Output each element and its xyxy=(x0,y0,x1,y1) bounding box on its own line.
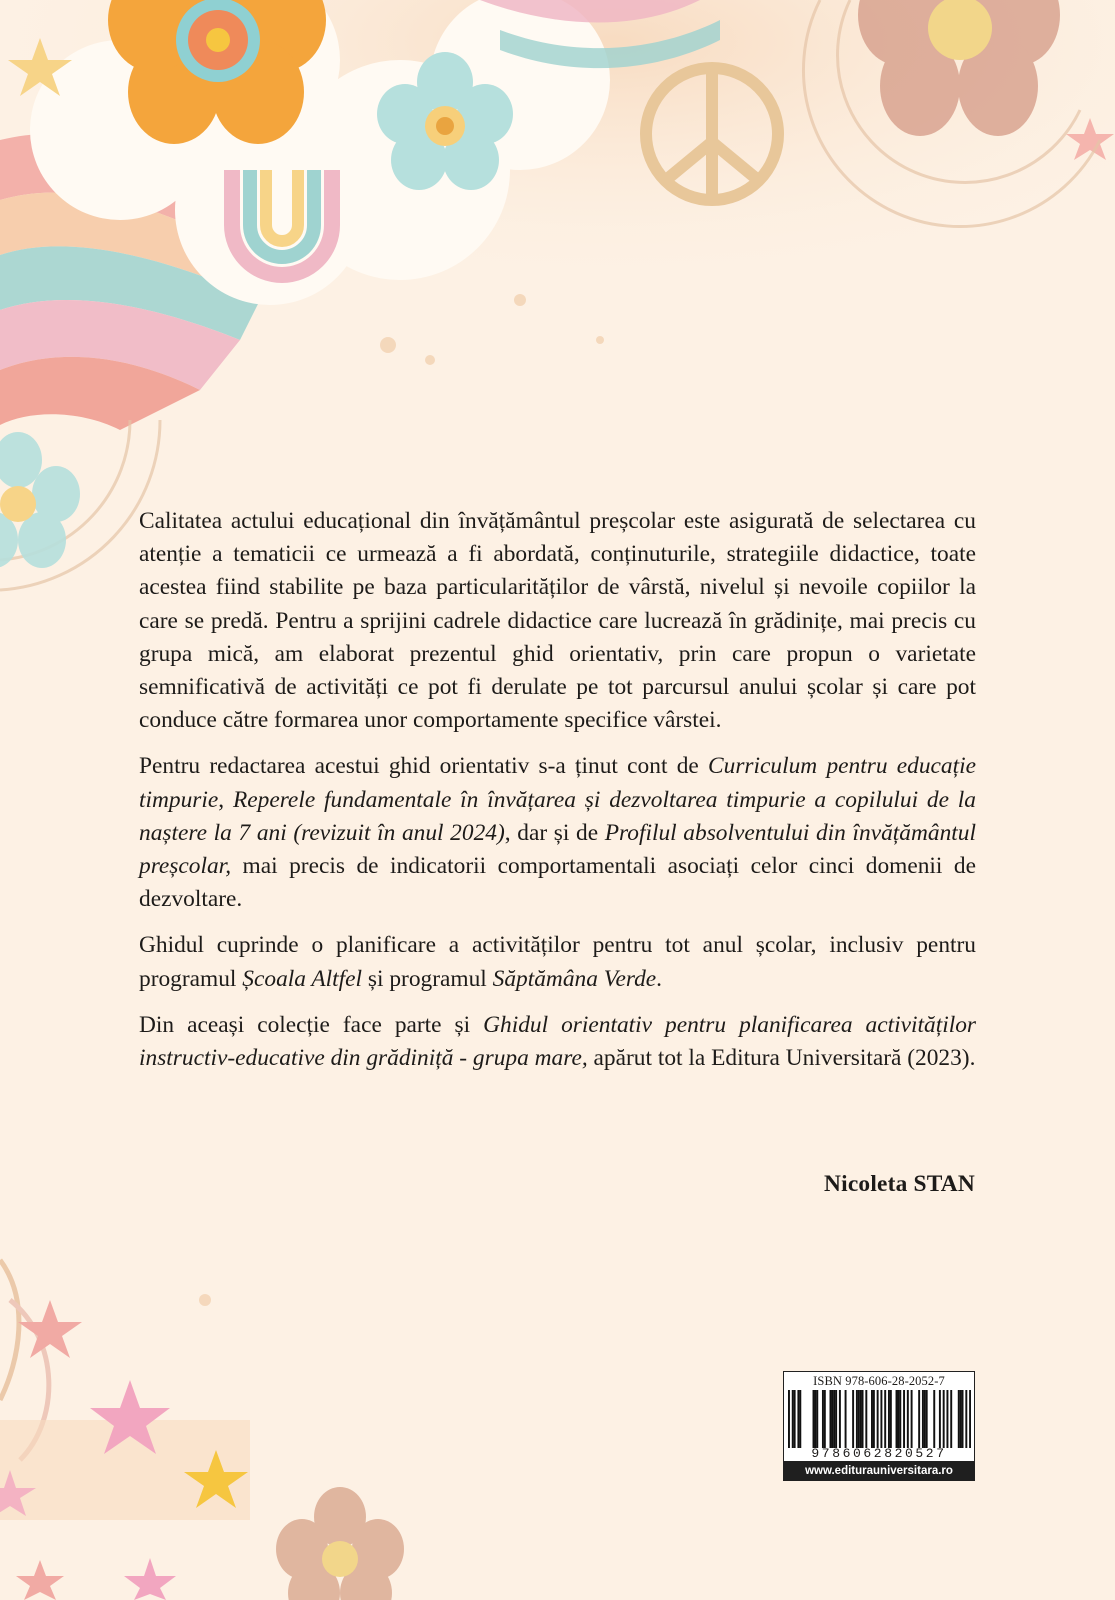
flower-icon xyxy=(0,432,80,568)
author-name: Nicoleta STAN xyxy=(824,1171,975,1197)
isbn-label: ISBN 978-606-28-2052-7 xyxy=(813,1374,945,1388)
barcode-digits: 9786062820527 xyxy=(811,1446,947,1461)
barcode-icon xyxy=(788,1390,971,1448)
paragraph-contents: Ghidul cuprinde o planificare a activităților pentru tot anul școlar, inclusiv pentru programul Școala Altfel și programul Săptămâna Verde. xyxy=(139,932,976,992)
paragraph-collection: Din aceași colecție face parte și Ghidul orientativ pentru planificarea activităților instructiv-educative din grădiniță - grupa mare, apărut tot la Editura Universitară (2023). xyxy=(139,1011,976,1072)
star-icon xyxy=(18,1300,82,1358)
back-cover-text xyxy=(139,505,976,1088)
star-icon xyxy=(16,1560,64,1600)
paragraph-intro: Calitatea actului educațional din învățământul preșcolar este asigurată de selectarea cu atenție a tematicii ce urmează a fi abordată, conținuturile, strategiile didactice, toate acestea fiind stabilite pe baza particularităților de vârstă, nivelul și nevoile copiilor la care se predă. Pentru a sprijini cadrele didactice care lucrează în grădinițe, mai precis cu grupa mică, am elaborat prezentul ghid orientativ, prin care propun o varietate semnificativă de activități ce pot fi derulate pe tot parcursul anului școlar și care pot conduce către formarea unor comportamente specifice vârstei. xyxy=(139,508,976,734)
publisher-website: www.editurauniversitara.ro xyxy=(783,1461,975,1481)
isbn-barcode-block xyxy=(783,1371,975,1481)
star-icon xyxy=(124,1558,176,1600)
flower-icon xyxy=(276,1487,404,1600)
paragraph-sources: Pentru redactarea acestui ghid orientativ s-a ținut cont de Curriculum pentru educație timpurie, Reperele fundamentale în învățarea și dezvoltarea timpurie a copilului de la naștere la 7 ani (revizuit în anul 2024), dar și de Profilul absolventului din învățământul preșcolar, mai precis de indicatorii comportamentali asociați celor cinci domenii de dezvoltare. xyxy=(139,753,977,913)
